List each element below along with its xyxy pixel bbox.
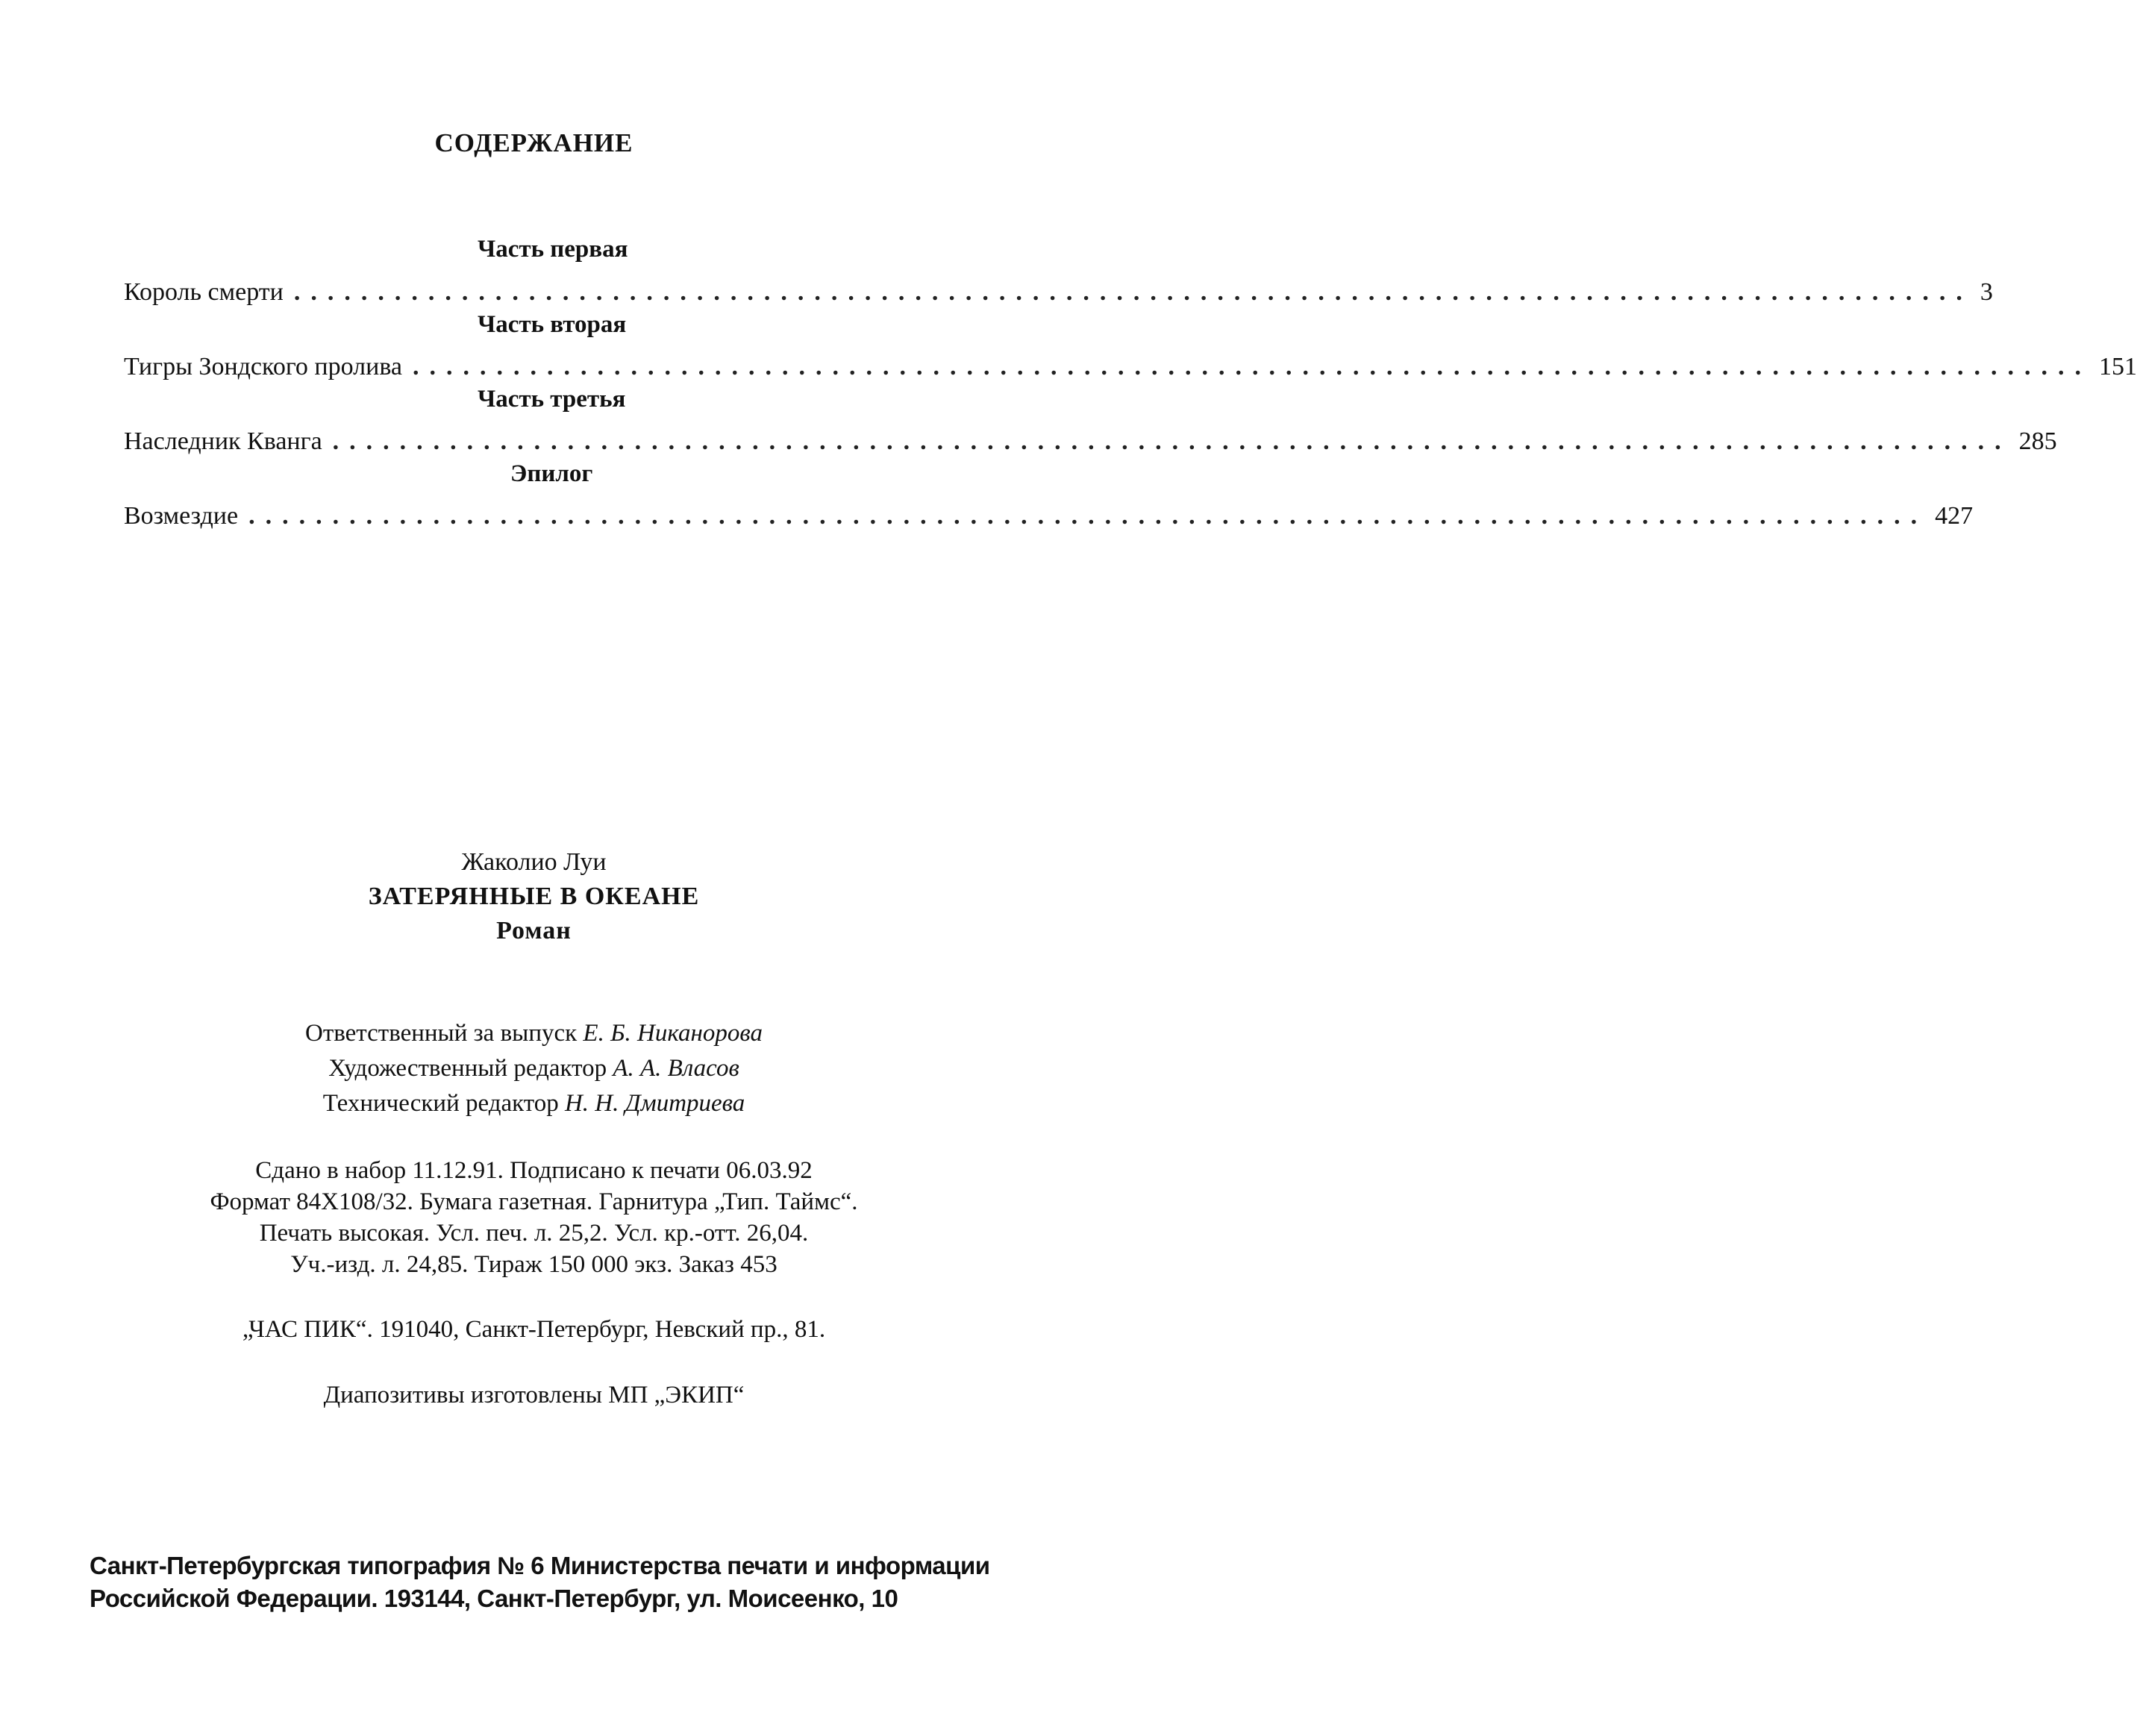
production-line: Сдано в набор 11.12.91. Подписано к печати 06.03.92 [255, 1157, 813, 1184]
toc-entry-page: 427 [1935, 502, 1974, 530]
toc-entry-title: Тигры Зондского пролива [124, 353, 403, 380]
toc-leader-dots: .................................................................................................... [248, 502, 1928, 530]
toc-entry [124, 502, 1974, 535]
credit-line [0, 1055, 1068, 1082]
credit-line [0, 1020, 1068, 1047]
toc-entry-page: 285 [2018, 427, 2057, 455]
contents-title: СОДЕРЖАНИЕ [434, 128, 633, 157]
author-name: Жаколио Луи [461, 848, 607, 876]
toc-entry [124, 427, 2057, 460]
toc-leader-dots: .................................................................................................... [293, 278, 1973, 306]
toc-entry-title: Король смерти [124, 278, 284, 306]
toc-entry-page: 151 [2099, 353, 2137, 380]
production-line: Уч.-изд. л. 24,85. Тираж 150 000 экз. Заказ 453 [290, 1251, 777, 1278]
diapositives-note: Диапозитивы изготовлены МП „ЭКИП“ [323, 1382, 745, 1408]
publisher-address: „ЧАС ПИК“. 191040, Санкт-Петербург, Невский пр., 81. [242, 1316, 826, 1343]
toc-entry-page: 3 [1980, 278, 1993, 306]
toc-part-heading: Часть первая [478, 236, 628, 263]
credit-name: Н. Н. Дмитриева [564, 1090, 745, 1117]
credit-role: Технический редактор [322, 1090, 559, 1117]
credit-role: Художественный редактор [328, 1055, 607, 1082]
credit-name: А. А. Власов [613, 1055, 739, 1082]
credit-line [0, 1090, 1068, 1118]
toc-part-heading: Часть третья [478, 386, 626, 413]
toc-entry [124, 353, 2137, 386]
credit-name: Е. Б. Никанорова [583, 1020, 763, 1047]
toc-part-heading: Часть вторая [478, 311, 627, 338]
toc-leader-dots: .................................................................................................... [332, 427, 2012, 455]
book-title: ЗАТЕРЯННЫЕ В ОКЕАНЕ [368, 883, 700, 910]
production-line: Формат 84Х108/32. Бумага газетная. Гарнитура „Тип. Таймс“. [210, 1188, 858, 1215]
toc-entry-title: Наследник Кванга [124, 427, 322, 455]
book-genre: Роман [496, 917, 572, 944]
production-line: Печать высокая. Усл. печ. л. 25,2. Усл. кр.-отт. 26,04. [259, 1220, 809, 1247]
toc-entry-title: Возмездие [124, 502, 239, 530]
toc-part-heading: Эпилог [510, 460, 593, 487]
printer-line: Российской Федерации. 193144, Санкт-Петербург, ул. Моисеенко, 10 [90, 1585, 898, 1612]
printer-line: Санкт-Петербургская типография № 6 Министерства печати и информации [90, 1552, 990, 1579]
toc-leader-dots: .................................................................................................... [413, 353, 2092, 380]
toc-entry [124, 278, 1993, 311]
credit-role: Ответственный за выпуск [305, 1020, 578, 1047]
